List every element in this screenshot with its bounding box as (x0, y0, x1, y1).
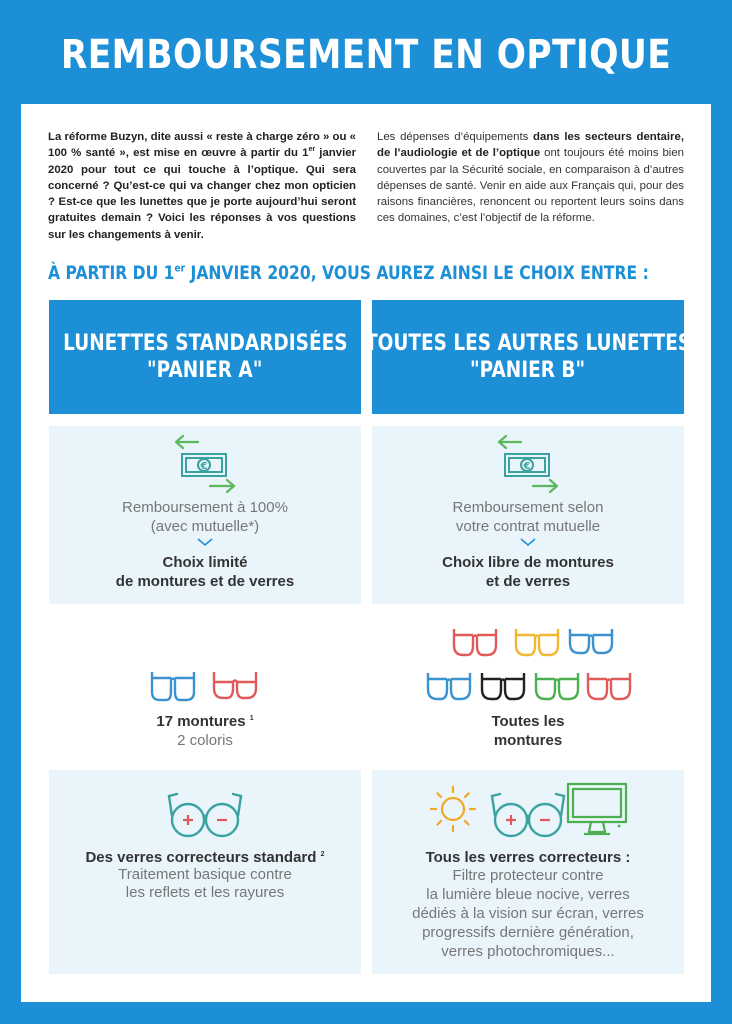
column-a-lens-line1: Traitement basique contre (118, 866, 292, 883)
column-b-reimb-line2: votre contrat mutuelle (455, 518, 601, 535)
column-b-lens-box (372, 770, 684, 974)
glasses-icon (452, 625, 498, 659)
lens-title-sup: 2 (320, 851, 325, 858)
all-frames-line1: Toutes les (491, 713, 565, 730)
glasses-icon (212, 668, 258, 704)
sun-icon (428, 784, 478, 834)
glasses-icon (586, 669, 632, 703)
svg-text:€: € (523, 461, 531, 472)
column-a-title: LUNETTES STANDARDISÉES (62, 331, 348, 356)
column-b-reimbursement-box (372, 426, 684, 604)
glasses-icon (568, 625, 614, 659)
column-a-reimbursement-box (49, 426, 361, 604)
all-frames-icon-grid (420, 625, 640, 705)
corrective-lens-icon (490, 790, 566, 840)
column-b-header (364, 300, 692, 414)
page-title: REMBOURSEMENT EN OPTIQUE (60, 32, 672, 78)
column-b-subtitle: "PANIER B" (470, 358, 586, 383)
column-a-reimb-line1: Remboursement à 100% (122, 499, 288, 516)
corrective-lens-icon (167, 790, 243, 840)
column-b-lens-line1: Filtre protecteur contre (452, 867, 604, 884)
euro-banknote-icon (170, 432, 240, 496)
column-b-choice-line2: et de verres (485, 573, 571, 590)
frames-count: 17 montures (156, 713, 246, 730)
chevron-down-icon (519, 537, 537, 547)
column-b-lens-line5: verres photochromiques... (441, 943, 615, 960)
column-a-choice-line2: de montures et de verres (115, 573, 295, 590)
column-b-reimb-line1: Remboursement selon (452, 499, 604, 516)
glasses-icon (150, 668, 196, 704)
intro-left-sup: er (308, 146, 316, 154)
monitor-icon (566, 782, 628, 838)
column-b-lens-line4: progressifs dernière génération, (422, 924, 634, 941)
euro-banknote-icon (493, 432, 563, 496)
frames-colors: 2 coloris (177, 732, 233, 749)
intro-right-text-1: Les dépenses d’équipements (377, 131, 534, 143)
glasses-icon (534, 669, 580, 703)
all-frames-line2: montures (493, 732, 563, 749)
intro-right-paragraph (377, 129, 684, 227)
svg-text:€: € (200, 461, 208, 472)
column-a-frames (49, 712, 361, 750)
column-a-reimb-line2: (avec mutuelle*) (150, 518, 260, 535)
column-a-choice-line1: Choix limité (162, 554, 248, 571)
intro-left-text-2: janvier 2020 pour tout ce qui touche à l’optique. Qui sera concerné ? Qu’est-ce qui va changer chez mon opticien ? Est-ce que les lunettes que je porte aujourd’hui seront gratuites demain ? Voici les réponses à vos questions sur les changements à venir. (48, 147, 357, 241)
column-b-frames (372, 712, 684, 750)
subheading-post: JANVIER 2020, VOUS AUREZ AINSI LE CHOIX ENTRE : (185, 262, 649, 284)
column-b-lens-line3: dédiés à la vision sur écran, verres (412, 905, 644, 922)
column-b-title: TOUTES LES AUTRES LUNETTES (364, 331, 692, 356)
subheading-pre: À PARTIR DU 1 (48, 262, 175, 284)
frames-sup: 1 (249, 715, 254, 722)
column-b-choice-line1: Choix libre de montures (442, 554, 614, 571)
column-a-header (49, 300, 361, 414)
intro-left-paragraph (48, 129, 356, 243)
glasses-icon (426, 669, 472, 703)
column-a-lens-line2: les reflets et les rayures (125, 884, 285, 901)
column-a-lens-box (49, 770, 361, 974)
column-b-lens-title: Tous les verres correcteurs : (425, 849, 631, 866)
glasses-icon (480, 669, 526, 703)
column-b-lens-line2: la lumière bleue nocive, verres (426, 886, 630, 903)
lens-title-text: Des verres correcteurs standard (85, 849, 317, 866)
column-a-subtitle: "PANIER A" (147, 358, 263, 383)
section-subheading (48, 261, 649, 284)
intro-left-text-1: La réforme Buzyn, dite aussi « reste à charge zéro » ou « 100 % santé », est mise en œuvre à partir du 1 (48, 131, 356, 160)
glasses-icon (514, 625, 560, 659)
intro-right-text-2: ont toujours été moins bien couvertes par la Sécurité sociale, en comparaison à d’autres dépenses de santé. Venir en aide aux Français qui, pour des raisons financières, renoncent ou reportent leurs soins dans ces domaines, c’est l’objectif de la réforme. (377, 147, 685, 225)
subheading-sup: er (174, 261, 186, 275)
intro-right-bold: dans les secteurs dentaire, de l’audiologie et de l’optique (377, 131, 684, 160)
chevron-down-icon (196, 537, 214, 547)
